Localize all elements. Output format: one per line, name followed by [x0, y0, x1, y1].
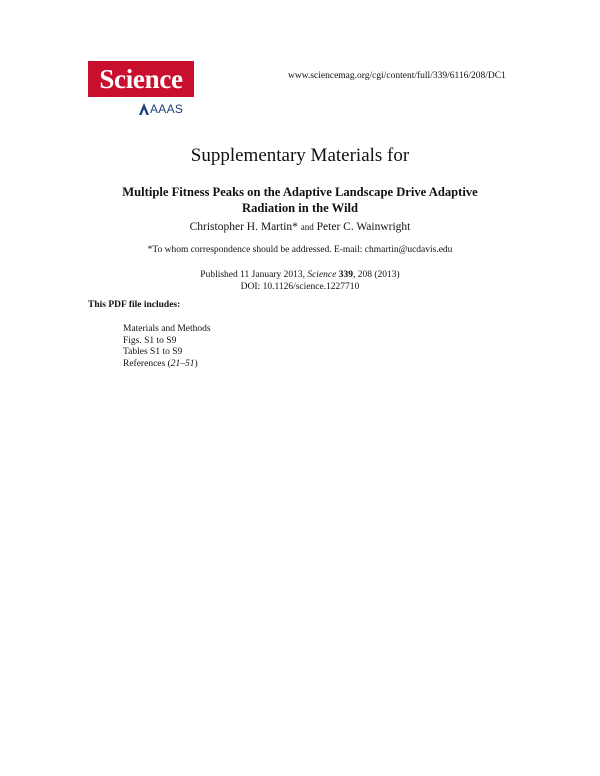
author-second: Peter C. Wainwright: [316, 221, 411, 233]
paper-title-line-1: Multiple Fitness Peaks on the Adaptive Landscape Drive Adaptive: [122, 185, 478, 199]
supplement-url[interactable]: www.sciencemag.org/cgi/content/full/339/6116/208/DC1: [288, 71, 506, 81]
publication-date: Published 11 January 2013,: [200, 270, 308, 280]
science-logo-box: [88, 61, 194, 97]
contents-item-references: [123, 359, 211, 371]
science-wordmark: Science: [99, 63, 183, 94]
publication-info: [0, 269, 600, 293]
journal-pages: , 208 (2013): [352, 270, 400, 280]
aaas-text: AAAS: [150, 102, 184, 116]
includes-label: This PDF file includes:: [88, 300, 181, 310]
correspondence-note: *To whom correspondence should be addressed. E-mail: chmartin@ucdavis.edu: [147, 245, 453, 255]
contents-item-figs: Figs. S1 to S9: [123, 335, 177, 346]
references-prefix: References (: [123, 358, 171, 369]
contents-item-tables: Tables S1 to S9: [123, 347, 183, 357]
journal-volume: 339: [338, 270, 353, 280]
references-range: 21–51: [170, 358, 195, 369]
aaas-icon: [139, 103, 149, 115]
paper-title: [0, 184, 600, 216]
paper-title-line-2: Radiation in the Wild: [241, 201, 359, 215]
publication-line: [0, 269, 600, 281]
doi: DOI: 10.1126/science.1227710: [240, 282, 360, 292]
aaas-logo: [139, 100, 183, 118]
references-suffix: ): [194, 358, 198, 369]
science-aaas-logo: [88, 61, 194, 119]
journal-name: Science: [307, 270, 337, 280]
author-first: Christopher H. Martin*: [189, 221, 298, 233]
contents-item-methods: Materials and Methods: [123, 324, 211, 334]
author-list: [0, 221, 600, 233]
author-conjunction: and: [300, 222, 314, 232]
contents-list: [123, 324, 211, 370]
page-heading: Supplementary Materials for: [190, 145, 410, 166]
